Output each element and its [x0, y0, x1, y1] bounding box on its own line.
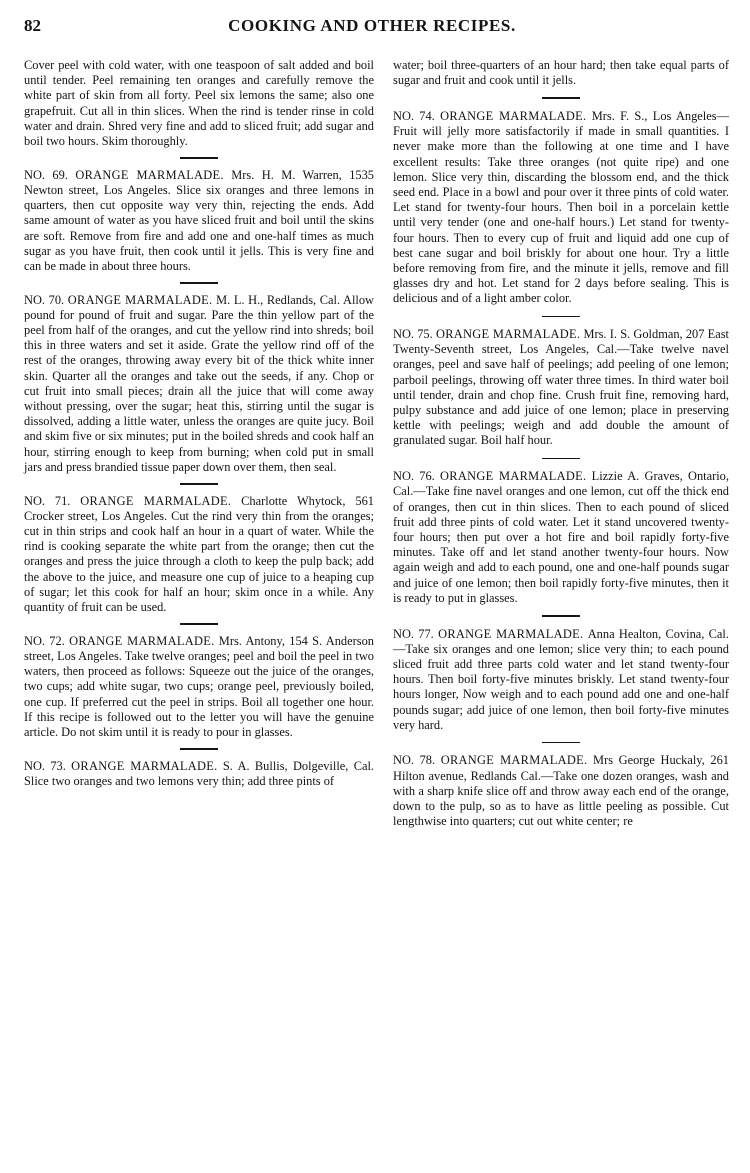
recipe-body: S. A. Bullis, Dolgeville, Cal. Slice two oranges and two lemons very thin; add three pints of — [24, 758, 374, 788]
separator-rule — [180, 157, 218, 159]
recipe-73 — [24, 759, 374, 789]
right-column — [393, 58, 729, 829]
recipe-number: NO. 74. — [393, 108, 435, 123]
recipe-paragraph — [24, 759, 374, 789]
recipe-title: ORANGE MARMALADE. — [438, 626, 584, 641]
recipe-72 — [24, 634, 374, 740]
recipe-78 — [393, 753, 729, 829]
recipe-number: NO. 76. — [393, 469, 435, 484]
recipe-body: Lizzie A. Graves, Ontario, Cal.—Take fine navel oranges and one lemon, cut off the thick end of oranges, then cut in thin slices. Then to each pound of sliced fruit add three pints of cold water. Let it stand uncovered twenty-four hours; then put over a hot fire and boil rapidly forty-five minutes. Take off and let stand another twenty-four hours. Now again weigh and add to each pound, one and one-half pounds sugar and juice of one lemon; then boil rapidly forty-five minutes, then it is ready to put in glasses. — [393, 469, 729, 605]
recipe-paragraph — [24, 293, 374, 475]
recipe-number: NO. 73. — [24, 758, 66, 773]
recipe-74 — [393, 109, 729, 307]
recipe-number: NO. 72. — [24, 633, 65, 648]
separator-rule — [542, 742, 580, 744]
recipe-title: ORANGE MARMALADE. — [440, 469, 587, 484]
separator-rule — [542, 316, 580, 318]
separator-rule — [180, 282, 218, 284]
recipe-title: ORANGE MARMALADE. — [440, 753, 588, 768]
recipe-number: NO. 69. — [24, 167, 68, 182]
recipe-paragraph — [393, 109, 729, 307]
recipe-paragraph — [393, 469, 729, 606]
page-header — [18, 12, 726, 42]
recipe-title: ORANGE MARMALADE. — [435, 327, 581, 342]
separator-rule — [542, 615, 580, 617]
recipe-body: Mrs George Huckaly, 261 Hilton avenue, Redlands Cal.—Take one dozen oranges, wash and with a sharp knife slice off and throw away each end of the orange, down to the pulp, so as to have as little peeling as possible. Cut lengthwise into quarters; cut out white center; re — [393, 753, 729, 829]
recipe-70 — [24, 293, 374, 475]
recipe-title: ORANGE MARMALADE. — [75, 167, 224, 182]
recipe-number: NO. 77. — [393, 626, 434, 641]
recipe-body: Mrs. F. S., Los Angeles—Fruit will jelly more satisfactorily if made in small quantities. I never make more than the following at one time and I have excellent results: Take three oranges (not quite ripe) and one lemon. Slice very thin, discarding the blossom end, and the thick seed end. Place in a bowl and pour over it three pints of cold water. Let stand for twenty-four hours. Then boil in a porcelain kettle until very tender (one and one-half hours.) Let stand for twenty-four hours. Then to every cup of fruit and liquid add one cup of best cane sugar and boil briskly for about one hour. Try a little before removing from fire, and the minute it jells, remove and fill glasses dry and hot. Let stand for 2 days before sealing. This is delicious and of a light amber color. — [393, 108, 729, 306]
recipe-body: Mrs. Antony, 154 S. Anderson street, Los Angeles. Take twelve oranges; peel and boil the peel in two waters, then proceed as follows: Squeeze out the juice of the oranges, two cups; add white sugar, two cups; orange peel, previously boiled, one cup. If preferred cut the peel in strips. Boil all together one hour. If this recipe is followed out to the letter you will have the genuine article. Do not skim until it is ready to pour in glasses. — [24, 633, 374, 739]
recipe-75 — [393, 327, 729, 449]
page-number: 82 — [24, 16, 41, 35]
running-head: COOKING AND OTHER RECIPES. — [228, 16, 516, 35]
left-column — [24, 58, 374, 789]
separator-rule — [180, 623, 218, 625]
recipe-paragraph — [24, 494, 374, 616]
recipe-body: Charlotte Whytock, 561 Crocker street, Los Angeles. Cut the rind very thin from the oranges; cut in thin strips and cook half an hour in a quart of water. While the rind is cooking separate the white part from the orange; then cut the oranges and press the juice through a cloth to keep the pulp back; add the above to the juice, and measure one cup of juice to a heaping cup of sugar; let this cook for half an hour; skim once in a while. Any quantity of fruit can be used. — [24, 493, 374, 614]
recipe-paragraph — [393, 753, 729, 829]
recipe-title: ORANGE MARMALADE. — [71, 758, 218, 773]
separator-rule — [542, 97, 580, 99]
recipe-number: NO. 75. — [393, 327, 433, 342]
recipe-number: NO. 70. — [24, 292, 65, 307]
recipe-paragraph — [393, 627, 729, 733]
recipe-title: ORANGE MARMALADE. — [80, 493, 232, 508]
recipe-number: NO. 78. — [393, 753, 436, 768]
recipe-73-continuation — [393, 58, 729, 88]
recipe-body: Mrs. H. M. Warren, 1535 Newton street, Los Angeles. Slice six oranges and three lemons in quarters, then cut opposite way very thin, rejecting the ends. Add same amount of water as you have sliced fruit and boil until the skins are soft. Remove from fire and add one and one-half times as much sugar as you have fruit, then cook until it jells. This is very fine and can be made in about three hours. — [24, 167, 374, 273]
recipe-paragraph — [24, 634, 374, 740]
recipe-69 — [24, 168, 374, 274]
recipe-body: Mrs. I. S. Goldman, 207 East Twenty-Seventh street, Los Angeles, Cal.—Take twelve navel oranges, peel and save half of peelings; add peeling of one lemon; parboil peelings, throwing off water three times. In third water boil until tender, drain and chop fine. Crush fruit fine, removing hard, pulpy substance and add juice of one lemon; place in preserving kettle with peelings; weigh and add double the amount of granulated sugar. Boil half hour. — [393, 327, 729, 448]
recipe-body: M. L. H., Redlands, Cal. Allow pound for pound of fruit and sugar. Pare the thin yellow part of the peel from half of the oranges, and cut the yellow rind into shreds; boil this in three waters and set it aside. Grate the yellow rind off of the rest of the oranges, throwing away every bit of the thick white inner skin. Quarter all the oranges and take out the seeds, if any. Chop or cut fruit into small pieces; drain all the juice that will come away without pressing, over the sugar; heat this, stirring until the sugar is dissolved, adding a little water, unless the oranges are quite jucy. Boil and skim five or six minutes; put in the boiled shreds and cook half an hour, stirring enough to keep from burning; when cold put in small jars and press brandied tissue paper down over them, then seal. — [24, 292, 374, 474]
separator-rule — [180, 748, 218, 750]
recipe-paragraph — [24, 168, 374, 274]
recipe-body: Cover peel with cold water, with one teaspoon of salt added and boil until tender. Peel remaining ten oranges and carefully remove the white part of skin from all forty. Peel six lemons the same; also one grapefruit. Cut all in thin slices. When the rind is tender rinse in cold water and drain. Shred very fine and add to sliced fruit; add sugar and boil two hours. Skim thoroughly. — [24, 58, 374, 149]
recipe-title: ORANGE MARMALADE. — [67, 292, 213, 307]
recipe-title: ORANGE MARMALADE. — [69, 633, 215, 648]
recipe-68-continuation — [24, 58, 374, 149]
recipe-number: NO. 71. — [24, 493, 71, 508]
separator-rule — [542, 458, 580, 460]
recipe-body: water; boil three-quarters of an hour hard; then take equal parts of sugar and fruit and cook until it jells. — [393, 58, 729, 88]
recipe-paragraph — [393, 327, 729, 449]
recipe-77 — [393, 627, 729, 733]
recipe-76 — [393, 469, 729, 606]
recipe-title: ORANGE MARMALADE. — [440, 108, 587, 123]
recipe-body: Anna Healton, Covina, Cal.—Take six oranges and one lemon; slice very thin; to each pound sliced fruit add three parts cold water and let stand twenty-four hours. Then boil forty-five minutes briskly. Let stand twenty-four hours longer, Now weigh and to each pound add one and one-half pounds sugar; add juice of one lemon, then boil forty-five minutes very hard. — [393, 626, 729, 732]
recipe-71 — [24, 494, 374, 616]
separator-rule — [180, 483, 218, 485]
